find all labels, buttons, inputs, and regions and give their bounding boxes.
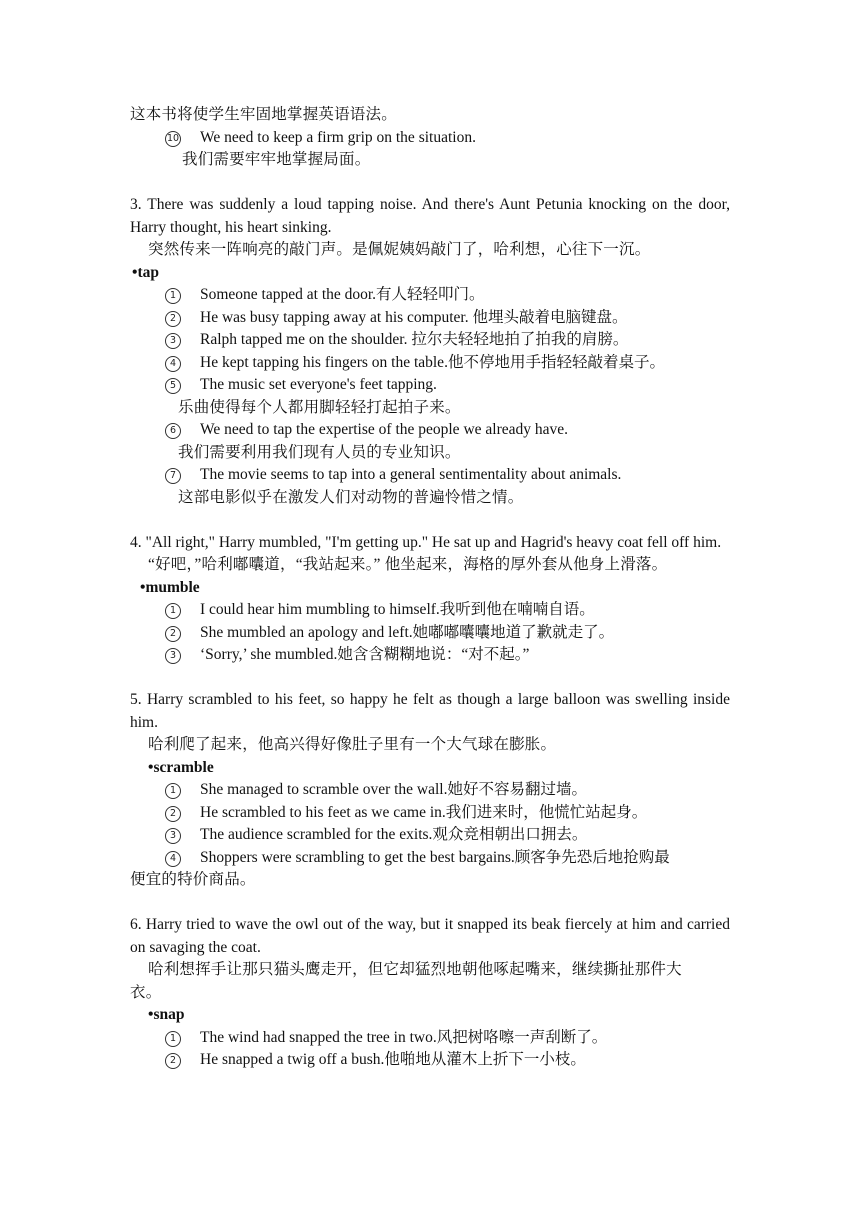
example-text: I could hear him mumbling to himself.我听到他在喃喃自语。 xyxy=(200,601,595,618)
example-text: Ralph tapped me on the shoulder. 拉尔夫轻轻地拍了拍我的肩膀。 xyxy=(200,331,629,348)
vocab-word: snap xyxy=(153,1006,185,1023)
vocab-word: scramble xyxy=(153,758,214,776)
example-item xyxy=(130,779,730,802)
example-number: 2 xyxy=(165,806,181,822)
example-item xyxy=(130,622,730,645)
example-text: ‘Sorry,’ she mumbled.她含含糊糊地说：“对不起。” xyxy=(200,646,530,663)
example-number: 1 xyxy=(165,603,181,619)
vocab-word: mumble xyxy=(145,578,200,596)
example-translation: 乐曲使得每个人都用脚轻轻打起拍子来。 xyxy=(178,398,461,416)
example-item xyxy=(130,352,730,375)
example-text: Shoppers were scrambling to get the best bargains.顾客争先恐后地抢购最 xyxy=(200,848,670,866)
example-continuation: 便宜的特价商品。 xyxy=(130,871,256,888)
example-number: 1 xyxy=(165,783,181,799)
example-item xyxy=(130,329,730,352)
example-number: 4 xyxy=(165,851,181,867)
sentence-translation: “好吧，”哈利嘟囔道，“我站起来。” 他坐起来，海格的厚外套从他身上滑落。 xyxy=(148,556,668,573)
example-number: 1 xyxy=(165,288,181,304)
example-item xyxy=(130,644,730,667)
example-number: 3 xyxy=(165,333,181,349)
sentence-paragraph: 3. There was suddenly a loud tapping noise. And there's Aunt Petunia knocking on the door, Harry thought, his heart sinking. xyxy=(130,196,730,236)
example-item xyxy=(130,464,730,487)
example-number: 4 xyxy=(165,356,181,372)
example-text: She mumbled an apology and left.她嘟嘟囔囔地道了歉就走了。 xyxy=(200,623,615,641)
sentence-paragraph: 5. Harry scrambled to his feet, so happy he felt as though a large balloon was swelling inside him. xyxy=(130,691,730,731)
example-text: We need to keep a firm grip on the situation. xyxy=(200,128,476,146)
document-page xyxy=(130,104,730,1072)
vocab-heading xyxy=(130,577,730,600)
example-number: 3 xyxy=(165,648,181,664)
example-number: 5 xyxy=(165,378,181,394)
sentence-translation-cont: 衣。 xyxy=(130,983,162,1001)
example-text: The wind had snapped the tree in two.风把树咯嚓一声刮断了。 xyxy=(200,1028,608,1046)
vocab-heading xyxy=(130,757,730,780)
example-item xyxy=(130,802,730,825)
example-text: The music set everyone's feet tapping. xyxy=(200,376,437,393)
example-translation: 这部电影似乎在激发人们对动物的普遍怜惜之情。 xyxy=(178,488,524,506)
sentence-paragraph: 4. "All right," Harry mumbled, "I'm getting up." He sat up and Hagrid's heavy coat fell off him. xyxy=(130,533,722,551)
example-number: 6 xyxy=(165,423,181,439)
example-item xyxy=(130,284,730,307)
sentence-translation: 哈利爬了起来，他高兴得好像肚子里有一个大气球在膨胀。 xyxy=(148,736,557,753)
example-item xyxy=(130,1027,730,1050)
example-item xyxy=(130,847,730,870)
example-number: 3 xyxy=(165,828,181,844)
example-number: 2 xyxy=(165,1053,181,1069)
vocab-word: tap xyxy=(137,263,159,281)
translation-line: 这本书将使学生牢固地掌握英语语法。 xyxy=(130,106,397,123)
example-text: The movie seems to tap into a general sentimentality about animals. xyxy=(200,466,622,483)
example-text: The audience scrambled for the exits.观众竞相朝出口拥去。 xyxy=(200,826,588,843)
example-text: We need to tap the expertise of the people we already have. xyxy=(200,421,569,438)
bullet-icon: • xyxy=(148,758,154,776)
example-translation: 我们需要牢牢地掌握局面。 xyxy=(182,151,371,168)
example-item xyxy=(130,374,730,397)
example-text: He was busy tapping away at his computer. 他埋头敲着电脑键盘。 xyxy=(200,308,628,326)
example-item xyxy=(130,419,730,442)
example-number: 1 xyxy=(165,1031,181,1047)
example-number: 10 xyxy=(165,131,181,147)
example-text: Someone tapped at the door.有人轻轻叩门。 xyxy=(200,286,485,303)
example-item xyxy=(130,307,730,330)
example-text: He scrambled to his feet as we came in.我们进来时，他慌忙站起身。 xyxy=(200,803,648,821)
bullet-icon: • xyxy=(148,1006,154,1023)
example-text: She managed to scramble over the wall.她好不容易翻过墙。 xyxy=(200,781,587,798)
vocab-heading xyxy=(130,1004,730,1027)
bullet-icon: • xyxy=(132,263,138,281)
example-item xyxy=(130,1049,730,1072)
example-number: 2 xyxy=(165,626,181,642)
bullet-icon: • xyxy=(140,578,146,596)
vocab-heading xyxy=(130,262,730,285)
example-text: He snapped a twig off a bush.他啪地从灌木上折下一小枝。 xyxy=(200,1051,586,1068)
sentence-translation: 突然传来一阵响亮的敲门声。是佩妮姨妈敲门了，哈利想，心往下一沉。 xyxy=(148,241,651,258)
example-item xyxy=(130,824,730,847)
example-text: He kept tapping his fingers on the table.他不停地用手指轻轻敲着桌子。 xyxy=(200,353,665,371)
example-number: 7 xyxy=(165,468,181,484)
example-translation: 我们需要利用我们现有人员的专业知识。 xyxy=(178,443,461,461)
example-item xyxy=(130,599,730,622)
example-number: 2 xyxy=(165,311,181,327)
sentence-translation: 哈利想挥手让那只猫头鹰走开，但它却猛烈地朝他啄起嘴来，继续撕扯那件大 xyxy=(148,961,682,978)
example-item xyxy=(130,127,730,150)
sentence-paragraph: 6. Harry tried to wave the owl out of the way, but it snapped its beak fiercely at him and carried on savaging the coat. xyxy=(130,916,730,956)
